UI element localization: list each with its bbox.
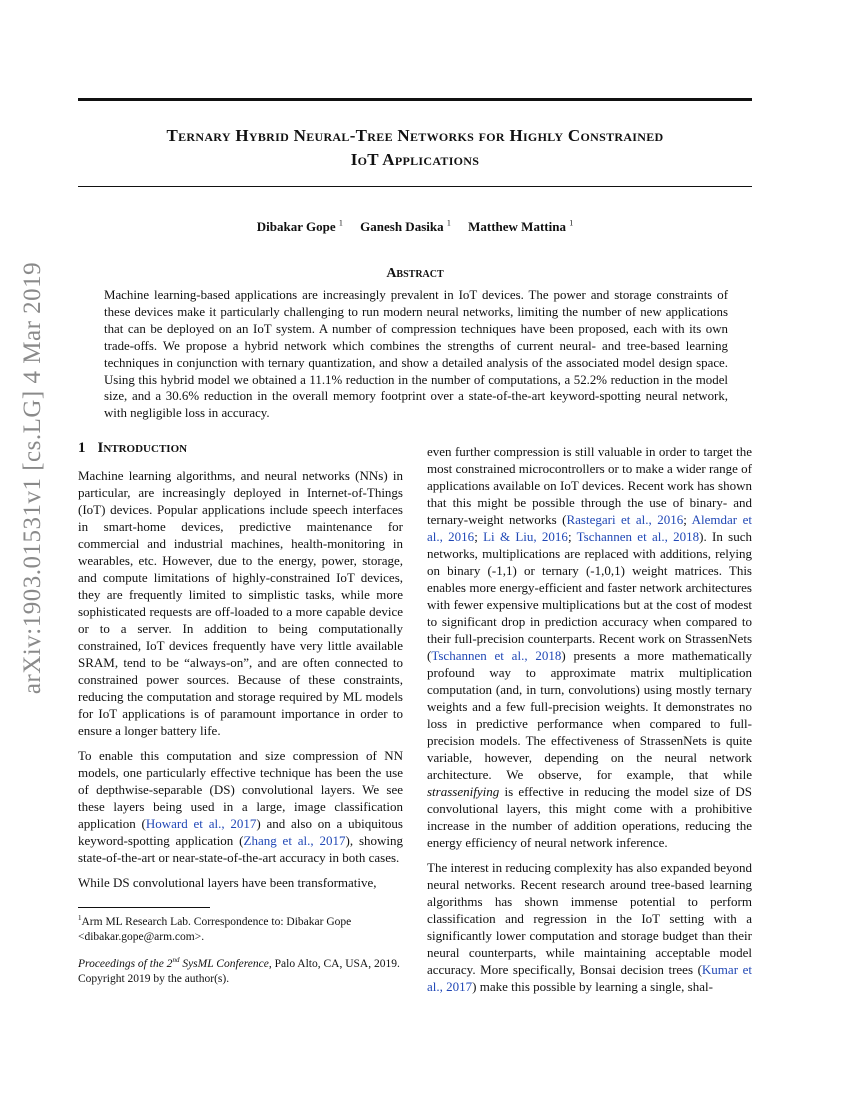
citation-link[interactable]: Tschannen et al., 2018 bbox=[431, 648, 562, 663]
citation-link[interactable]: Tschannen et al., 2018 bbox=[576, 529, 700, 544]
citation-link[interactable]: Zhang et al., 2017 bbox=[243, 833, 346, 848]
section-title: Introduction bbox=[97, 440, 188, 456]
right-column bbox=[427, 443, 752, 1003]
citation-link[interactable]: Rastegari et al., 2016 bbox=[566, 512, 684, 527]
citation-link[interactable]: Kumar et al., 2017 bbox=[427, 962, 752, 994]
citation-link[interactable]: Howard et al., 2017 bbox=[145, 816, 257, 831]
left-column bbox=[78, 440, 403, 899]
paragraph: While DS convolutional layers have been transformative, bbox=[78, 875, 377, 890]
paragraph: To enable this computation and size compression of NN models, one particularly effective technique has been the use of depthwise-separable (DS) convolutional layers. We see these layers being used in a large, image classification application (Howard et al., 2017) and also on a ubiquitous keyword-spotting application (Zhang et al., 2017), showing state-of-the-art or near-state-of-the-art accuracy in both cases. bbox=[78, 748, 403, 865]
paper-title bbox=[78, 124, 752, 172]
author: Matthew Mattina $^1$ bbox=[468, 219, 574, 235]
citation-link[interactable]: Li & Liu, 2016 bbox=[483, 529, 568, 544]
footnote-mark: 1 bbox=[78, 914, 82, 922]
footnote-rule bbox=[78, 907, 210, 908]
abstract-heading: Abstract bbox=[386, 266, 444, 281]
paper-title-line-2: IoT Applications bbox=[350, 150, 480, 169]
section-heading bbox=[78, 440, 403, 457]
proceedings-note: Proceedings of the 2nd SysML Conference, Palo Alto, CA, USA, 2019. Copyright 2019 by the author(s). bbox=[78, 956, 400, 985]
author-list bbox=[78, 219, 752, 235]
section-number: 1 bbox=[78, 440, 86, 456]
abstract-text: Machine learning-based applications are increasingly prevalent in IoT devices. The power and storage constraints of these devices make it particularly challenging to run modern neural networks, limiting the number of new applications that can be deployed on an IoT system. A number of compression techniques have been proposed, each with its own trade-offs. We propose a hybrid network which combines the strengths of current neural- and tree-based learning techniques in conjunction with ternary quantization, and show a detailed analysis of the associated model design space. Using this hybrid model we obtained a 11.1% reduction in the number of computations, a 52.2% reduction in the model size, and a 30.6% reduction in the overall memory footprint over a state-of-the-art keyword-spotting neural network, with negligible loss in accuracy. bbox=[104, 288, 728, 421]
citation-link[interactable]: Alemdar et al., 2016 bbox=[427, 512, 752, 544]
title-top-rule bbox=[78, 98, 752, 101]
affiliation-footnote bbox=[78, 911, 403, 945]
footnote-text: Arm ML Research Lab. Correspondence to: Dibakar Gope <dibakar.gope@arm.com>. bbox=[78, 915, 352, 943]
arxiv-identifier-stamp: arXiv:1903.01531v1 [cs.LG] 4 Mar 2019 bbox=[19, 261, 47, 695]
paragraph: Machine learning algorithms, and neural networks (NNs) in particular, are increasingly deployed in Internet-of-Things (IoT) devices. Popular applications include speech interfaces in smart-home devices, predictive maintenance for commercial and industrial machines, health-monitoring in wearables, etc. However, due to the energy, power, storage, and compute limitations of highly-constrained IoT devices, they are frequently limited to simplistic tasks, while more sophisticated requests are off-loaded to a more capable device or to a server. In addition to being computationally constrained, IoT devices frequently have very little available SRAM, tend to be “always-on”, and are often connected to constrained power sources. Because of these constraints, reducing the computation and storage required by ML models for IoT applications is of paramount importance in order to ensure a longer battery life. bbox=[78, 468, 403, 738]
title-bottom-rule bbox=[78, 186, 752, 187]
paper-title-line-1: Ternary Hybrid Neural-Tree Networks for Highly Constrained bbox=[166, 126, 664, 145]
paragraph: even further compression is still valuable in order to target the most constrained microcontrollers or to make a wider range of applications available on IoT devices. Recent work has shown that this might be possible through the use of binary- and ternary-weight networks (Rastegari et al., 2016; Alemdar et al., 2016; Li & Liu, 2016; Tschannen et al., 2018). In such networks, multiplications are replaced with additions, relying on binary (-1,1) or ternary (-1,0,1) weight matrices. This enables more energy-efficient and faster network architectures with fewer expensive multiplications but at the cost of modest to significant drop in prediction accuracy when compared to their full-precision counterparts. Recent work on StrassenNets (Tschannen et al., 2018) presents a more mathematically profound way to approximate matrix multiplication computation (and, in turn, convolutions) using mostly ternary weights and a few full-precision weights. It demonstrates no loss in predictive performance when compared to full-precision models. The effectiveness of StrassenNets is quite variable, however, depending on the neural network architecture. We observe, for example, that while strassenifying is effective in reducing the model size of DS convolutional layers, this might come with a prohibitive increase in the number of addition operations, reducing the energy efficiency of neural network inference. bbox=[427, 444, 752, 850]
author: Dibakar Gope $^1$ bbox=[256, 219, 343, 235]
paragraph: The interest in reducing complexity has also expanded beyond neural networks. Recent research around tree-based learning algorithms has shown immense potential to perform classification and regression in the IoT setting with a significantly lower computation and storage budget than their neural counterparts, while maintaining acceptable model accuracy. More specifically, Bonsai decision trees (Kumar et al., 2017) make this possible by learning a single, shal- bbox=[427, 860, 752, 994]
author: Ganesh Dasika $^1$ bbox=[360, 219, 451, 235]
